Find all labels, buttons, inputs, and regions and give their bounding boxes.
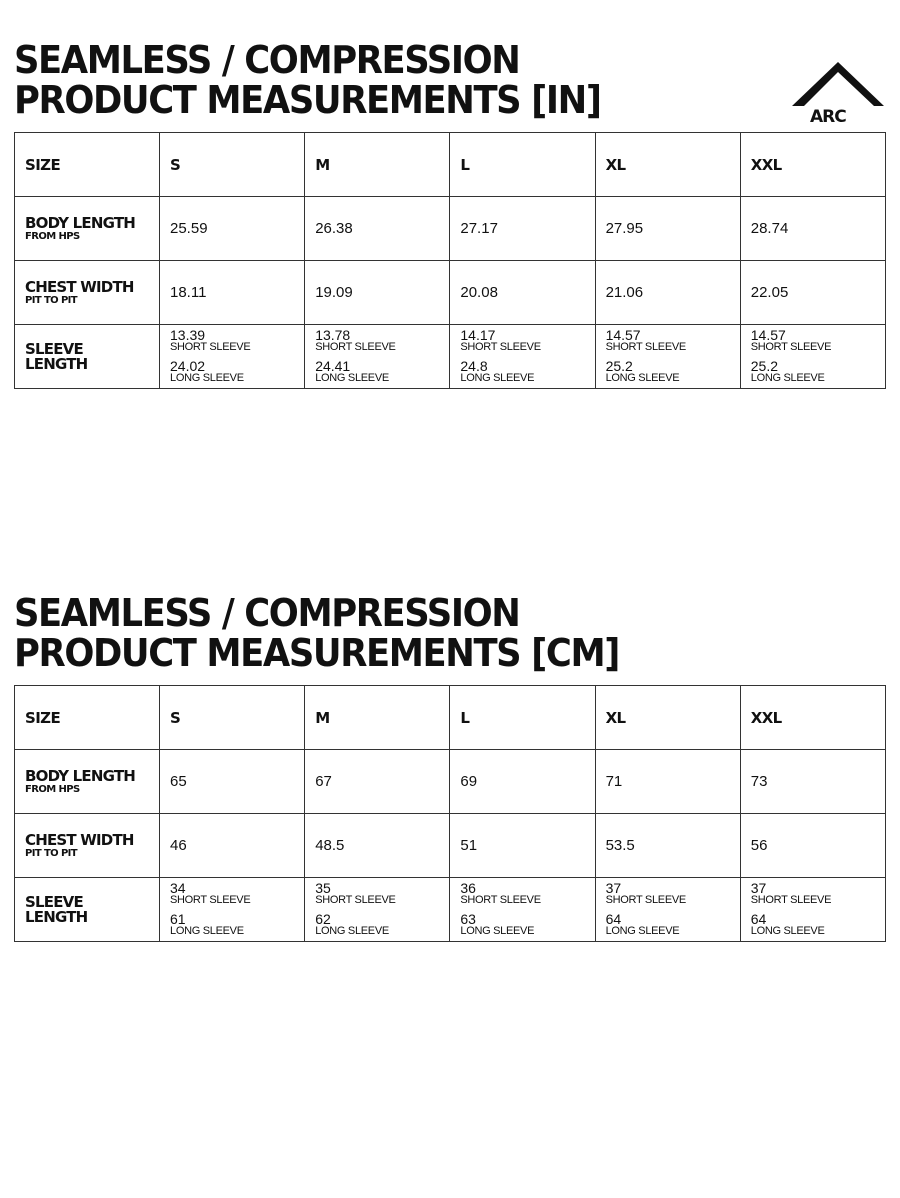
inches-table [14, 132, 886, 389]
chest-width-value: 19.09 [305, 261, 450, 325]
size-l: L [450, 133, 595, 197]
long-sleeve-value: 24.41 [315, 358, 351, 374]
long-sleeve-value: 61 [170, 911, 186, 927]
chest-width-value: 18.11 [160, 261, 305, 325]
chest-width-value: 48.5 [305, 814, 450, 878]
body-length-value: 69 [450, 750, 595, 814]
size-row [15, 133, 886, 197]
size-m: M [305, 686, 450, 750]
chest-width-value: 46 [160, 814, 305, 878]
chest-width-value: 56 [740, 814, 885, 878]
sleeve-length-cell [740, 878, 885, 942]
chest-width-sub: PIT TO PIT [25, 294, 78, 306]
short-sleeve-value: 13.78 [315, 327, 351, 343]
short-sleeve-label: SHORT SLEEVE [460, 341, 541, 353]
chest-width-label [15, 261, 160, 325]
short-sleeve-label: SHORT SLEEVE [605, 894, 686, 906]
chest-width-row [15, 814, 886, 878]
body-length-label [15, 197, 160, 261]
long-sleeve-label: LONG SLEEVE [750, 372, 825, 384]
long-sleeve-value: 64 [750, 911, 767, 927]
body-length-value: 25.59 [160, 197, 305, 261]
body-length-value: 27.95 [595, 197, 740, 261]
size-s: S [160, 133, 305, 197]
long-sleeve-value: 63 [460, 911, 476, 927]
short-sleeve-value: 13.39 [170, 327, 206, 343]
chest-width-value: 20.08 [450, 261, 595, 325]
short-sleeve-value: 35 [315, 880, 331, 896]
chest-width-title: CHEST WIDTH [25, 277, 134, 296]
sleeve-length-cell [450, 325, 595, 389]
short-sleeve-label: SHORT SLEEVE [170, 341, 251, 353]
inches-section [14, 40, 886, 389]
size-xl: XL [595, 686, 740, 750]
long-sleeve-label: LONG SLEEVE [605, 372, 680, 384]
body-length-row [15, 750, 886, 814]
sleeve-length-row [15, 878, 886, 942]
body-length-value: 27.17 [450, 197, 595, 261]
short-sleeve-label: SHORT SLEEVE [315, 341, 396, 353]
short-sleeve-value: 14.57 [605, 327, 641, 343]
body-length-value: 26.38 [305, 197, 450, 261]
sleeve-length-cell [595, 325, 740, 389]
long-sleeve-value: 64 [605, 911, 622, 927]
body-length-value: 73 [740, 750, 885, 814]
sleeve-length-cell [740, 325, 885, 389]
long-sleeve-label: LONG SLEEVE [605, 925, 680, 937]
short-sleeve-label: SHORT SLEEVE [605, 341, 686, 353]
sleeve-length-cell [305, 878, 450, 942]
short-sleeve-value: 37 [750, 880, 767, 896]
long-sleeve-label: LONG SLEEVE [315, 372, 389, 384]
short-sleeve-label: SHORT SLEEVE [170, 894, 251, 906]
sleeve-length-cell [595, 878, 740, 942]
long-sleeve-label: LONG SLEEVE [460, 925, 535, 937]
centimeters-title-line2: PRODUCT MEASUREMENTS [CM] [14, 631, 619, 675]
long-sleeve-label: LONG SLEEVE [315, 925, 389, 937]
short-sleeve-label: SHORT SLEEVE [750, 341, 832, 353]
size-l: L [450, 686, 595, 750]
chest-width-value: 53.5 [595, 814, 740, 878]
long-sleeve-label: LONG SLEEVE [460, 372, 535, 384]
long-sleeve-label: LONG SLEEVE [750, 925, 825, 937]
chest-width-value: 51 [450, 814, 595, 878]
body-length-row [15, 197, 886, 261]
centimeters-table [14, 685, 886, 942]
size-xxl: XXL [740, 133, 885, 197]
chest-width-title: CHEST WIDTH [25, 830, 134, 849]
short-sleeve-label: SHORT SLEEVE [315, 894, 396, 906]
inches-title-line1: SEAMLESS / COMPRESSION [14, 38, 520, 82]
body-length-value: 65 [160, 750, 305, 814]
short-sleeve-value: 14.17 [460, 327, 496, 343]
short-sleeve-value: 36 [460, 880, 476, 896]
long-sleeve-value: 25.2 [750, 358, 778, 374]
short-sleeve-label: SHORT SLEEVE [460, 894, 541, 906]
centimeters-title [14, 593, 825, 683]
short-sleeve-value: 34 [170, 880, 186, 896]
body-length-title: BODY LENGTH [25, 766, 136, 785]
body-length-sub: FROM HPS [25, 230, 80, 242]
size-m: M [305, 133, 450, 197]
chest-width-label [15, 814, 160, 878]
size-s: S [160, 686, 305, 750]
body-length-value: 28.74 [740, 197, 885, 261]
chest-width-sub: PIT TO PIT [25, 847, 78, 859]
sleeve-length-cell [450, 878, 595, 942]
short-sleeve-value: 14.57 [750, 327, 786, 343]
long-sleeve-label: LONG SLEEVE [170, 372, 244, 384]
body-length-value: 71 [595, 750, 740, 814]
sleeve-length-cell [305, 325, 450, 389]
long-sleeve-value: 24.8 [460, 358, 488, 374]
size-row [15, 686, 886, 750]
inches-title [14, 40, 825, 130]
sleeve-length-cell [160, 878, 305, 942]
body-length-sub: FROM HPS [25, 783, 80, 795]
short-sleeve-label: SHORT SLEEVE [750, 894, 832, 906]
size-label: SIZE [15, 133, 160, 197]
centimeters-section [14, 593, 886, 942]
chest-width-row [15, 261, 886, 325]
sleeve-length-label: SLEEVE LENGTH [15, 878, 160, 942]
centimeters-title-line1: SEAMLESS / COMPRESSION [14, 591, 520, 635]
long-sleeve-value: 62 [315, 911, 331, 927]
arc-logo [790, 58, 886, 124]
sleeve-length-cell [160, 325, 305, 389]
sleeve-length-row [15, 325, 886, 389]
body-length-value: 67 [305, 750, 450, 814]
body-length-title: BODY LENGTH [25, 213, 136, 232]
chest-width-value: 21.06 [595, 261, 740, 325]
arc-logo-text: ARC [810, 107, 846, 124]
short-sleeve-value: 37 [605, 880, 622, 896]
long-sleeve-value: 24.02 [170, 358, 206, 374]
size-label: SIZE [15, 686, 160, 750]
size-xxl: XXL [740, 686, 885, 750]
inches-title-line2: PRODUCT MEASUREMENTS [IN] [14, 78, 601, 122]
size-xl: XL [595, 133, 740, 197]
sleeve-length-label: SLEEVE LENGTH [15, 325, 160, 389]
body-length-label [15, 750, 160, 814]
long-sleeve-label: LONG SLEEVE [170, 925, 244, 937]
chest-width-value: 22.05 [740, 261, 885, 325]
long-sleeve-value: 25.2 [605, 358, 633, 374]
